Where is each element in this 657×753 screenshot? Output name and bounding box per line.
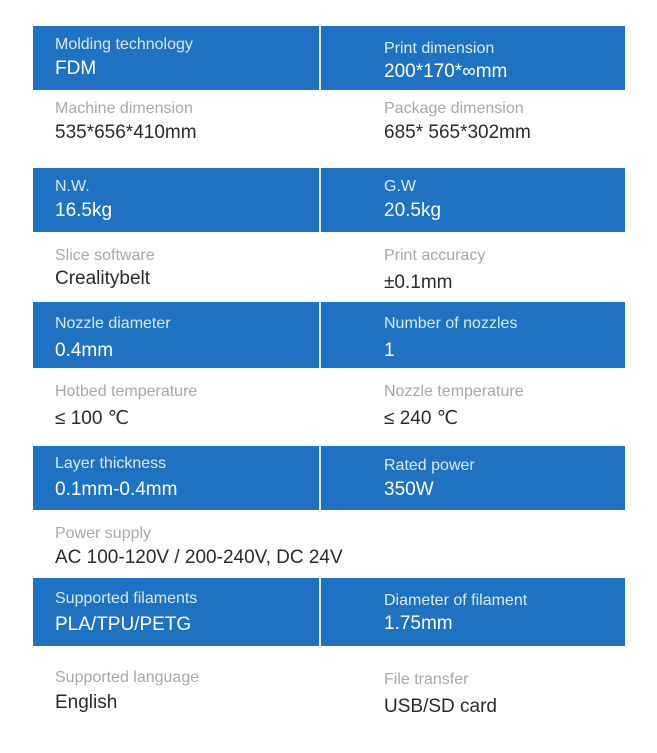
spec-value: 0.1mm-0.4mm [55,479,178,500]
spec-value: 1.75mm [384,613,453,634]
spec-cell-layer-thickness [33,446,319,510]
spec-cell-diameter-of-filament [321,578,625,646]
spec-row-language-transfer [33,646,625,716]
spec-label: Supported filaments [55,590,198,607]
spec-label: Nozzle diameter [55,315,171,332]
spec-value: 535*656*410mm [55,122,197,143]
spec-value: ≤ 240 ℃ [384,408,459,429]
spec-row-slice-accuracy [33,232,625,302]
spec-row-weight [33,168,625,232]
spec-label: Number of nozzles [384,315,518,332]
spec-cell-nozzle-diameter [33,302,319,368]
spec-label: N.W. [55,178,90,195]
spec-label: Layer thickness [55,455,167,472]
spec-label: Hotbed temperature [55,383,198,400]
spec-cell-supported-language [33,646,319,716]
spec-cell-nozzle-temperature [321,368,625,446]
spec-cell-slice-software [33,232,319,302]
spec-row-machine-package [33,90,625,168]
spec-value: USB/SD card [384,696,497,717]
spec-label: File transfer [384,671,469,688]
spec-value: 685* 565*302mm [384,122,531,143]
spec-value: 0.4mm [55,340,114,361]
spec-value: ≤ 100 ℃ [55,408,130,429]
spec-label: Power supply [55,525,152,542]
spec-row-temperature [33,368,625,446]
spec-row-filaments [33,578,625,646]
spec-value: 1 [384,340,395,361]
spec-table [33,26,625,716]
spec-cell-package-dimension [321,90,625,168]
spec-label: Print dimension [384,40,495,57]
spec-row-molding-print [33,26,625,90]
spec-value: 16.5kg [55,200,113,221]
spec-value: 200*170*∞mm [384,61,508,82]
spec-label: Machine dimension [55,100,193,117]
spec-label: Molding technology [55,36,193,53]
spec-cell-gross-weight [321,168,625,232]
spec-label: Print accuracy [384,247,486,264]
spec-cell-power-supply [33,510,625,578]
spec-cell-molding-technology [33,26,319,90]
spec-value: 20.5kg [384,200,442,221]
spec-cell-machine-dimension [33,90,319,168]
spec-row-power-supply [33,510,625,578]
spec-value: AC 100-120V / 200-240V, DC 24V [55,547,343,568]
spec-cell-number-of-nozzles [321,302,625,368]
spec-row-layer-power [33,446,625,510]
spec-value: PLA/TPU/PETG [55,614,192,635]
spec-cell-print-accuracy [321,232,625,302]
spec-label: Slice software [55,247,155,264]
spec-label: Package dimension [384,100,524,117]
spec-value: ±0.1mm [384,272,453,293]
spec-value: 350W [384,479,434,500]
spec-value: English [55,692,118,713]
spec-label: Nozzle temperature [384,383,524,400]
spec-label: Diameter of filament [384,592,528,609]
spec-label: Supported language [55,669,200,686]
spec-row-nozzle [33,302,625,368]
spec-cell-rated-power [321,446,625,510]
spec-label: Rated power [384,457,475,474]
spec-value: FDM [55,58,97,79]
spec-cell-file-transfer [321,646,625,716]
spec-cell-supported-filaments [33,578,319,646]
spec-label: G.W [384,178,416,195]
spec-cell-hotbed-temperature [33,368,319,446]
spec-value: Crealitybelt [55,268,151,289]
spec-cell-net-weight [33,168,319,232]
spec-cell-print-dimension [321,26,625,90]
